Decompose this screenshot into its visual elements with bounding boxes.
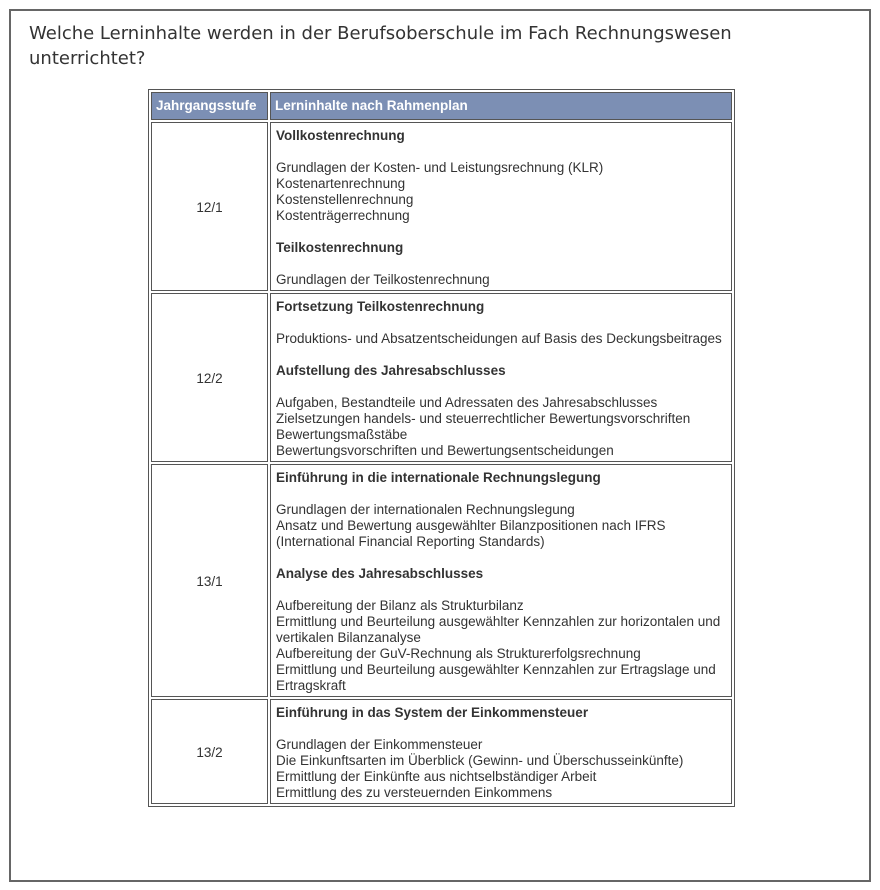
section-heading: Einführung in die internationale Rechnungslegung	[276, 470, 601, 485]
table-row	[151, 699, 732, 804]
level-cell: 13/2	[151, 699, 268, 804]
content-line: Grundlagen der Einkommensteuer	[276, 737, 483, 752]
level-cell: 12/2	[151, 293, 268, 462]
column-header-level: Jahrgangsstufe	[151, 92, 268, 120]
content-cell	[270, 122, 732, 291]
table-row	[151, 293, 732, 462]
section-spacer	[276, 550, 726, 566]
content-cell	[270, 699, 732, 804]
content-line: Ermittlung und Beurteilung ausgewählter Kennzahlen zur Ertragslage und Ertragskraft	[276, 662, 716, 693]
section-heading: Teilkostenrechnung	[276, 240, 404, 255]
content-line: Kostenstellenrechnung	[276, 192, 414, 207]
section-spacer	[276, 347, 726, 363]
section-spacer	[276, 224, 726, 240]
content-line: Grundlagen der Teilkostenrechnung	[276, 272, 490, 287]
content-line: Die Einkunftsarten im Überblick (Gewinn- und Überschusseinkünfte)	[276, 753, 684, 768]
content-line: vertikalen Bilanzanalyse	[276, 630, 421, 645]
content-line: Kostenträgerrechnung	[276, 208, 410, 223]
content-line: Ermittlung und Beurteilung ausgewählter Kennzahlen zur horizontalen und	[276, 614, 721, 629]
content-cell	[270, 293, 732, 462]
heading-spacer	[276, 256, 726, 272]
content-cell	[270, 464, 732, 697]
heading-spacer	[276, 144, 726, 160]
content-line: Ermittlung des zu versteuernden Einkommens	[276, 785, 553, 800]
content-line: Kostenartenrechnung	[276, 176, 406, 191]
content-line: Ermittlung der Einkünfte aus nichtselbständiger Arbeit	[276, 769, 597, 784]
section-heading: Vollkostenrechnung	[276, 128, 405, 143]
question-heading: Welche Lerninhalte werden in der Berufsoberschule im Fach Rechnungswesen unterrichtet?	[29, 23, 732, 69]
section-heading: Aufstellung des Jahresabschlusses	[276, 363, 506, 378]
heading-spacer	[276, 721, 726, 737]
content-line: Grundlagen der internationalen Rechnungslegung	[276, 502, 575, 517]
section-heading: Einführung in das System der Einkommensteuer	[276, 705, 589, 720]
content-line: Zielsetzungen handels- und steuerrechtlicher Bewertungsvorschriften	[276, 411, 691, 426]
content-line: Ansatz und Bewertung ausgewählter Bilanzpositionen nach IFRS	[276, 518, 666, 533]
content-line: Aufbereitung der Bilanz als Strukturbilanz	[276, 598, 524, 613]
content-line: Bewertungsmaßstäbe	[276, 427, 408, 442]
table-body	[151, 122, 732, 804]
table-row	[151, 122, 732, 291]
content-line: Bewertungsvorschriften und Bewertungsentscheidungen	[276, 443, 614, 458]
section-heading: Fortsetzung Teilkostenrechnung	[276, 299, 485, 314]
heading-spacer	[276, 486, 726, 502]
column-header-content: Lerninhalte nach Rahmenplan	[270, 92, 732, 120]
curriculum-table	[148, 89, 735, 807]
level-cell: 12/1	[151, 122, 268, 291]
content-line: Grundlagen der Kosten- und Leistungsrechnung (KLR)	[276, 160, 604, 175]
heading-spacer	[276, 315, 726, 331]
content-line: Produktions- und Absatzentscheidungen auf Basis des Deckungsbeitrages	[276, 331, 722, 346]
heading-spacer	[276, 582, 726, 598]
content-line: Aufbereitung der GuV-Rechnung als Strukturerfolgsrechnung	[276, 646, 641, 661]
level-cell: 13/1	[151, 464, 268, 697]
heading-spacer	[276, 379, 726, 395]
content-frame	[9, 9, 871, 882]
table-row	[151, 464, 732, 697]
content-line: Aufgaben, Bestandteile und Adressaten des Jahresabschlusses	[276, 395, 658, 410]
content-line: (International Financial Reporting Standards)	[276, 534, 545, 549]
section-heading: Analyse des Jahresabschlusses	[276, 566, 484, 581]
table-header-row	[151, 92, 732, 120]
